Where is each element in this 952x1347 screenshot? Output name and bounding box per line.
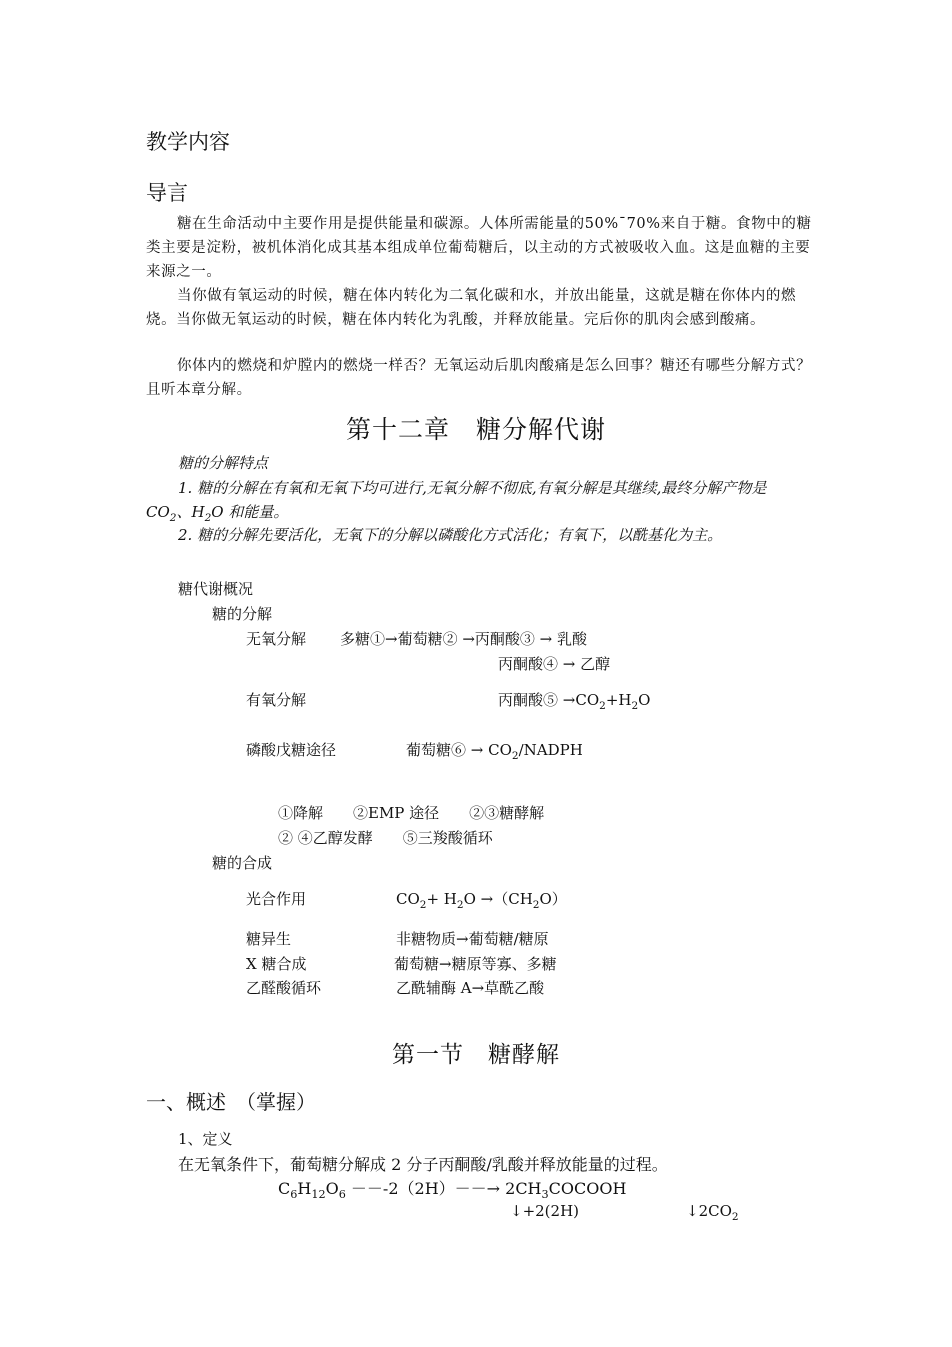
anaerobic-flow-ethanol: 丙酮酸④ → 乙醇 xyxy=(498,655,611,673)
legend-line-2: ② ④乙醇发酵 ⑤三羧酸循环 xyxy=(278,829,493,847)
aerobic-label: 有氧分解 xyxy=(246,691,307,709)
anaerobic-label: 无氧分解 xyxy=(246,630,307,648)
feature-item-2: 2. 糖的分解先要活化，无氧下的分解以磷酸化方式活化；有氧下，以酰基化为主。 xyxy=(178,526,723,544)
chapter-title: 第十二章 糖分解代谢 xyxy=(345,415,606,444)
gluconeogenesis-flow: 非糖物质→葡萄糖/糖原 xyxy=(396,930,549,948)
intro-paragraph-1: 糖在生命活动中主要作用是提供能量和碳源。人体所需能量的50%¯70%来自于糖。食物中的糖类主要是淀粉，被机体消化成其基本组成单位葡萄糖后，以主动的方式被吸收入血。这是血糖的主要来源之一。 xyxy=(146,216,812,280)
equation-arrow-lactate: ↓+2(2H) xyxy=(510,1202,580,1220)
equation-arrow-co2: $↓2CO_2$ xyxy=(686,1202,739,1223)
decomposition-title: 糖的分解 xyxy=(212,605,273,623)
section-heading-teaching-content: 教学内容 xyxy=(146,130,230,154)
feature-item-1: 1. 糖的分解在有氧和无氧下均可进行,无氧分解不彻底,有氧分解是其继续,最终分解产物是 $CO_2$、$H_2O$ 和能量。 xyxy=(146,479,767,524)
definition-label: 1、定义 xyxy=(178,1130,233,1148)
intro-paragraph-2: 当你做有氧运动的时候，糖在体内转化为二氧化碳和水，并放出能量，这就是糖在你体内的燃烧。当你做无氧运动的时候，糖在体内转化为乳酸，并释放能量。完后你的肌肉会感到酸痛。 xyxy=(146,288,797,328)
x-sugar-synthesis-label: X 糖合成 xyxy=(246,955,307,973)
ppp-label: 磷酸戊糖途径 xyxy=(246,741,337,759)
section-title: 第一节 糖酵解 xyxy=(392,1042,560,1068)
ppp-flow: 葡萄糖⑥ → $CO_2$/NADPH xyxy=(406,741,583,762)
aerobic-flow: 丙酮酸⑤ $\to CO_2+H_2O$ xyxy=(498,691,651,712)
glycolysis-equation: $C_6H_{12}O_6 ---2(2H)--\to$ $2CH_3COCOOH$ xyxy=(278,1179,627,1202)
features-title: 糖的分解特点 xyxy=(178,454,269,472)
definition-text: 在无氧条件下，葡萄糖分解成 2 分子丙酮酸/乳酸并释放能量的过程。 xyxy=(178,1155,668,1174)
photosynthesis-flow: $CO_2+ H_2O \to(CH_2O)$ xyxy=(396,890,567,911)
overview-title: 糖代谢概况 xyxy=(178,580,254,598)
glyoxylate-cycle-flow: 乙酰辅酶 A→草酰乙酸 xyxy=(396,979,545,997)
photosynthesis-label: 光合作用 xyxy=(246,890,307,908)
anaerobic-flow: 多糖①→葡萄糖② →丙酮酸③ → 乳酸 xyxy=(340,630,588,648)
synthesis-title: 糖的合成 xyxy=(212,854,273,872)
x-sugar-synthesis-flow: 葡萄糖→糖原等寡、多糖 xyxy=(394,955,557,973)
overview-subheading: 一、概述 （掌握） xyxy=(146,1090,316,1114)
gluconeogenesis-label: 糖异生 xyxy=(246,930,292,948)
intro-paragraph-3: 你体内的燃烧和炉膛内的燃烧一样否？无氧运动后肌肉酸痛是怎么回事？糖还有哪些分解方式？且听本章分解。 xyxy=(146,358,812,398)
legend-line-1: ①降解 ②EMP 途径 ②③糖酵解 xyxy=(278,804,545,822)
glyoxylate-cycle-label: 乙醛酸循环 xyxy=(246,979,322,997)
intro-heading: 导言 xyxy=(146,181,188,205)
